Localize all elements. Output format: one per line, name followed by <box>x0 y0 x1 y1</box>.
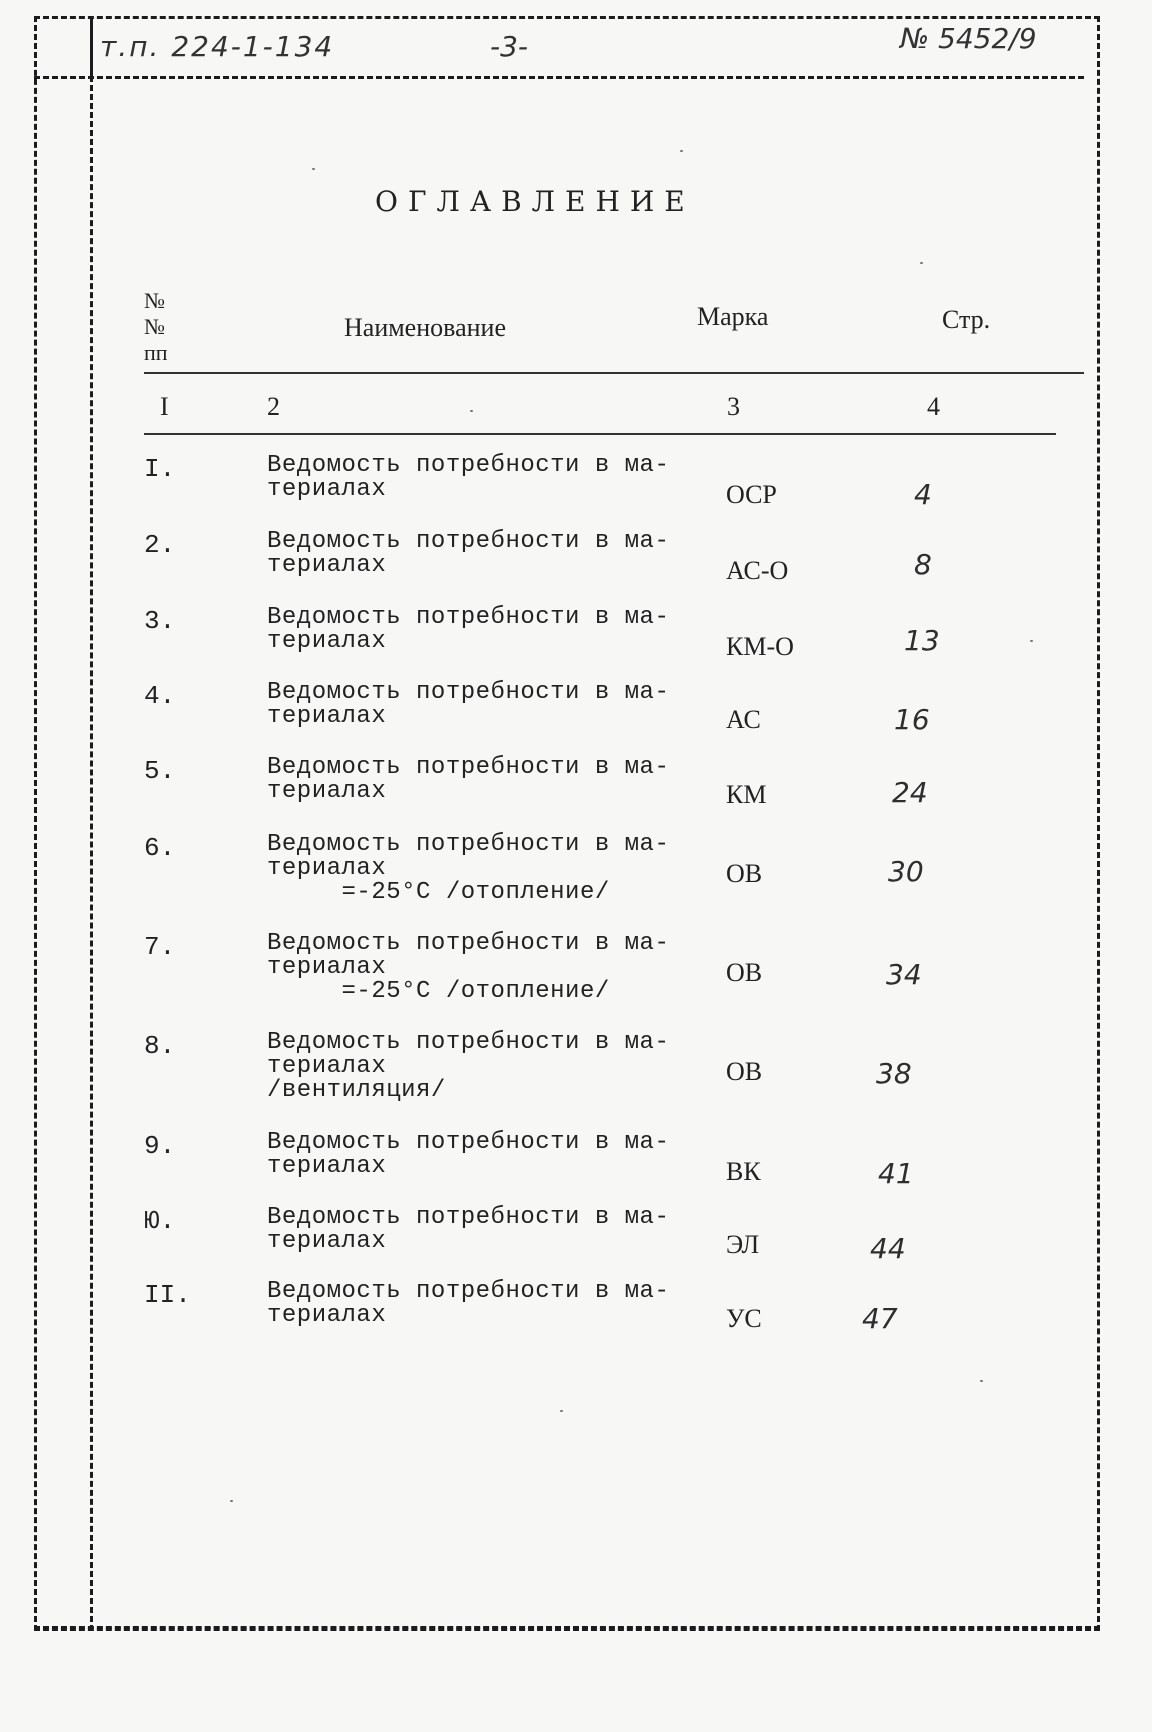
row-mark: ОВ <box>726 958 763 987</box>
row-number: I. <box>144 454 176 484</box>
row-page: 44 <box>870 1232 906 1265</box>
row-page: 13 <box>904 624 940 657</box>
row-name: Ведомость потребности в ма- териалах <box>267 1129 670 1180</box>
row-number: 4. <box>144 681 176 711</box>
header-mark: Марка <box>697 302 769 331</box>
row-name: Ведомость потребности в ма- териалах <box>267 1204 670 1255</box>
row-page: 38 <box>876 1057 912 1090</box>
header-page: Стр. <box>942 305 991 334</box>
header-number: №№ пп <box>144 288 168 365</box>
row-mark: ЭЛ <box>726 1230 760 1259</box>
row-number: 7. <box>144 932 176 962</box>
row-page: 41 <box>878 1157 914 1190</box>
row-number: 9. <box>144 1131 176 1161</box>
row-name: Ведомость потребности в ма- териалах <box>267 604 670 655</box>
row-mark: КМ-О <box>726 632 794 661</box>
row-name: Ведомость потребности в ма- териалах /вентиляция/ <box>267 1029 670 1104</box>
row-name: Ведомость потребности в ма- териалах <box>267 452 670 503</box>
binding-margin-rule <box>90 76 93 1631</box>
row-number: 2. <box>144 530 176 560</box>
scan-speck <box>980 1380 983 1382</box>
row-page: 16 <box>894 703 930 736</box>
row-mark: УС <box>726 1304 762 1333</box>
column-number-3: 3 <box>727 392 740 421</box>
bottom-rule <box>34 1626 1100 1629</box>
row-page: 30 <box>888 855 924 888</box>
row-number: Ю. <box>144 1206 176 1236</box>
row-name: Ведомость потребности в ма- териалах <box>267 528 670 579</box>
row-mark: АС <box>726 705 761 734</box>
scan-speck <box>470 410 473 412</box>
row-name: Ведомость потребности в ма- териалах <box>267 1278 670 1329</box>
row-number: 5. <box>144 756 176 786</box>
row-mark: ОВ <box>726 859 763 888</box>
row-mark: ОСР <box>726 480 777 509</box>
column-number-1: I <box>160 392 169 421</box>
header-divider <box>90 16 93 76</box>
page-title: ОГЛАВЛЕНИЕ <box>375 185 695 218</box>
header-name: Наименование <box>344 313 506 342</box>
row-name: Ведомость потребности в ма- териалах =-25°С /отопление/ <box>267 831 670 906</box>
row-mark: ВК <box>726 1157 761 1186</box>
page-number: -3- <box>490 30 529 63</box>
row-name: Ведомость потребности в ма- териалах =-25°С /отопление/ <box>267 930 670 1005</box>
row-number: 3. <box>144 606 176 636</box>
scan-speck <box>920 262 923 264</box>
document-code: т.п. 224-1-134 <box>100 30 335 63</box>
row-name: Ведомость потребности в ма- териалах <box>267 754 670 805</box>
scan-speck <box>680 150 683 152</box>
row-number: 8. <box>144 1031 176 1061</box>
row-page: 8 <box>914 548 932 581</box>
row-page: 24 <box>892 776 928 809</box>
row-number: II. <box>144 1280 191 1310</box>
row-number: 6. <box>144 833 176 863</box>
column-number-2: 2 <box>267 392 280 421</box>
row-name: Ведомость потребности в ма- териалах <box>267 679 670 730</box>
row-mark: АС-О <box>726 556 789 585</box>
header-rule-top <box>144 372 1084 374</box>
scan-speck <box>560 1410 563 1412</box>
row-page: 47 <box>862 1302 898 1335</box>
row-page: 34 <box>886 958 922 991</box>
row-page: 4 <box>914 478 932 511</box>
header-rule-bottom <box>144 433 1056 435</box>
scan-speck <box>1030 640 1033 642</box>
scan-speck <box>312 168 315 170</box>
row-mark: КМ <box>726 780 767 809</box>
row-mark: ОВ <box>726 1057 763 1086</box>
page-frame <box>34 16 1100 1631</box>
header-rule <box>34 76 1084 79</box>
column-number-4: 4 <box>927 392 940 421</box>
scan-speck <box>230 1500 233 1502</box>
archive-number: № 5452/9 <box>900 22 1037 55</box>
